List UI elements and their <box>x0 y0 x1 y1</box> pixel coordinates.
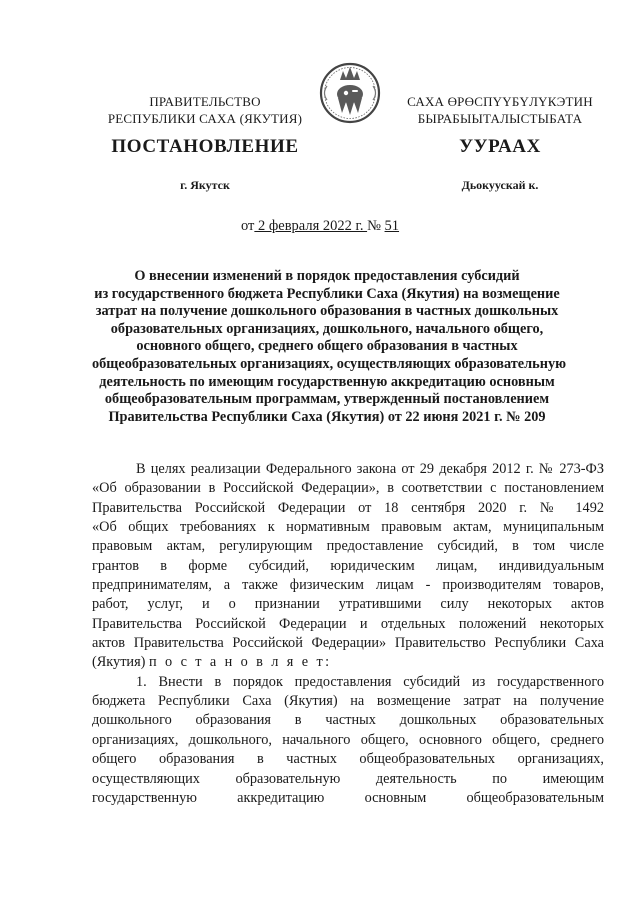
city-sakha: Дьокуускай к. <box>461 178 539 192</box>
title-line: образовательных организациях, дошкольного, начального общего, <box>110 320 544 337</box>
body-line: «Об образовании в Российской Федерации», в соответствии с постановлением <box>92 480 604 497</box>
doc-type-ru: ПОСТАНОВЛЕНИЕ <box>111 136 299 157</box>
body-line <box>92 653 604 672</box>
document-number: 51 <box>384 218 400 234</box>
issuer-sakha-line2: БЫРАБЫЫТАЛЫСТЫБАТА <box>417 111 583 126</box>
document-title <box>92 268 567 426</box>
body-line: бюджета Республики Саха (Якутия) на возмещение затрат на получение <box>92 693 604 710</box>
body-line: «Об общих требованиях к нормативным правовым актам, муниципальным <box>92 519 604 536</box>
number-label: № <box>367 218 385 234</box>
resolves-word: п о с т а н о в л я е т: <box>149 654 332 671</box>
date-prefix: от <box>240 218 255 234</box>
body-line: государственную аккредитацию основным общеобразовательным <box>92 789 604 806</box>
title-line: общеобразовательных организациях, осуществляющих образовательную <box>92 355 567 372</box>
title-line: Правительства Республики Саха (Якутия) от 22 июня 2021 г. № 209 <box>108 408 546 425</box>
document-body <box>92 460 604 808</box>
document-date: 2 февраля 2022 г. <box>254 218 368 234</box>
body-line: осуществляющих образовательную деятельность по имеющим <box>92 770 604 787</box>
title-line: О внесении изменений в порядок предоставления субсидий <box>134 268 520 284</box>
body-line: Правительства Российской Федерации и отдельных положений некоторых <box>92 615 604 632</box>
issuer-ru <box>96 93 314 127</box>
body-line: В целях реализации Федерального закона от 29 декабря 2012 г. № 273-ФЗ <box>136 461 604 477</box>
body-line-start: (Якутия) <box>92 654 146 671</box>
body-line: дошкольного образования в частных дошкольных образовательных <box>92 712 604 729</box>
body-line: работ, услуг, и о признании утратившими силу некоторых актов <box>92 596 604 613</box>
date-number-line <box>0 218 640 235</box>
issuer-sakha-line1: САХА ӨРӨСПҮҮБҮЛҮКЭТИН <box>407 94 593 109</box>
body-line: организациях, дошкольного, начального общего, основного общего, среднего <box>92 731 604 748</box>
issuer-ru-line1: ПРАВИТЕЛЬСТВО <box>149 94 261 109</box>
emblem-sakha-icon <box>318 58 382 126</box>
title-line: основного общего, среднего общего образования в частных <box>136 338 518 355</box>
body-line: правовым актам, регулирующим предоставление субсидий, в том числе <box>92 538 604 555</box>
body-line: предпринимателям, а также физическим лицам - производителям товаров, <box>92 577 604 594</box>
title-line: из государственного бюджета Республики Саха (Якутия) на возмещение <box>94 285 560 302</box>
city-ru: г. Якутск <box>180 178 230 192</box>
body-line: актов Правительства Российской Федерации» Правительство Республики Саха <box>92 635 604 652</box>
title-line: деятельность по имеющим государственную аккредитацию основным <box>99 373 555 390</box>
doc-type-sakha: УУРААХ <box>459 136 541 157</box>
body-line: общего образования в частных общеобразовательных организациях, <box>92 751 604 768</box>
title-line: затрат на получение дошкольного образования в частных дошкольных <box>95 303 559 320</box>
body-line: грантов в форме субсидий, юридическим лицам, индивидуальным <box>92 557 604 574</box>
body-line: Правительства Российской Федерации от 18 сентября 2020 г. № 1492 <box>92 499 604 516</box>
issuer-ru-line2: РЕСПУБЛИКИ САХА (ЯКУТИЯ) <box>107 111 303 126</box>
issuer-sakha <box>390 93 610 127</box>
body-line: 1. Внести в порядок предоставления субсидий из государственного <box>136 673 604 690</box>
title-line: общеобразовательным программам, утвержденный постановлением <box>104 391 550 408</box>
